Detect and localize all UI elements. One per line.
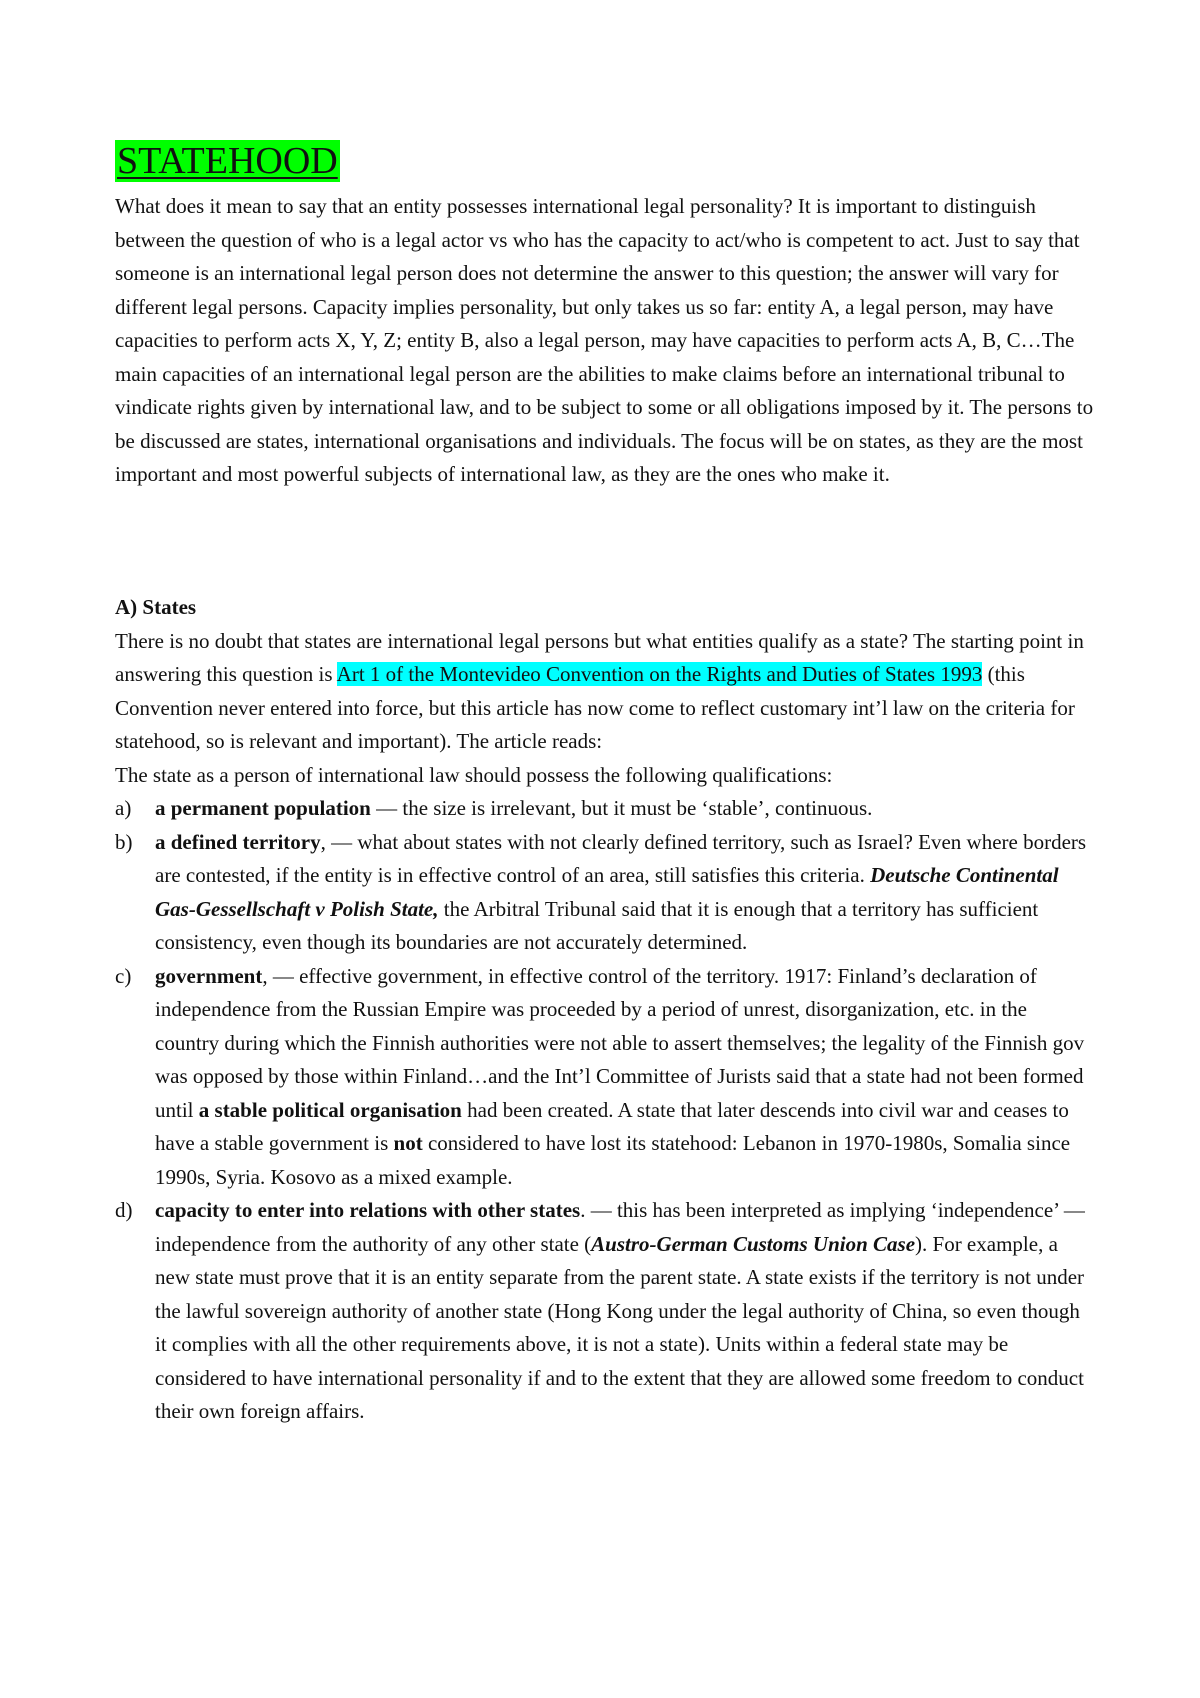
criterion-term: a permanent population: [155, 796, 371, 820]
criterion-text: had been created. A state that later descends into civil war and ceases to have a stable government is: [155, 1097, 1069, 1155]
intro-paragraph: What does it mean to say that an entity possesses international legal personality? It is important to distinguish between the question of who is a legal actor vs who has the capacity to act/who is competent to act. Just to say that someone is an international legal person does not determine the answer to this question; the answer will vary for different legal persons. Capacity implies personality, but only takes us so far: entity A, a legal person, may have capacities to perform acts X, Y, Z; entity B, also a legal person, may have capacities to perform acts A, B, C…The main capacities of an international legal person are the abilities to make claims before an international tribunal to vindicate rights given by international law, and to be subject to some or all obligations imposed by it. The persons to be discussed are states, international organisations and individuals. The focus will be on states, as they are the most important and most powerful subjects of international law, as they are the ones who make it.: [115, 194, 1094, 486]
case-citation: Austro-German Customs Union Case: [591, 1231, 916, 1256]
list-marker: b): [115, 829, 133, 854]
list-item: [115, 960, 1095, 1195]
paragraph-text-before: There is no doubt that states are international legal persons but what entities qualify as a state? The starting point in answering this question is: [115, 628, 1084, 686]
qualifications-lead: The state as a person of international law should possess the following qualifications:: [115, 762, 833, 787]
criterion-term: government: [155, 963, 263, 988]
criterion-term: a defined territory: [155, 829, 321, 854]
title-highlight: STATEHOOD: [117, 140, 338, 182]
criterion-text: considered to have lost its statehood: Lebanon in 1970-1980s, Somalia since 1990s, Syria. Kosovo as a mixed example.: [155, 1131, 1071, 1189]
criterion-text: ). For example, a new state must prove that it is an entity separate from the parent state. A state exists if the territory is not under the lawful sovereign authority of another state (Hong Kong under the legal authority of China, so even though it complies with all the other requirements above, it is not a state). Units within a federal state may be considered to have international personality if and to the extent that they are allowed some freedom to conduct their own foreign affairs.: [155, 1231, 1085, 1423]
list-marker: d): [115, 1198, 133, 1222]
emphasis-text: not: [393, 1131, 423, 1155]
list-item: [115, 826, 1095, 960]
paragraph-text-after: (this Convention never entered into force, but this article has now come to reflect customary int’l law on the criteria for statehood, so is relevant and important). The article reads:: [115, 662, 1075, 753]
case-citation: Deutsche Continental Gas-Gessellschaft v Polish State,: [155, 863, 1059, 921]
section-states: [115, 591, 1095, 1429]
criterion-term: capacity to enter into relations with other states: [155, 1198, 581, 1222]
criterion-text: — the size is irrelevant, but it must be ‘stable’, continuous.: [370, 796, 873, 820]
citation-highlight: Art 1 of the Montevideo Convention on the Rights and Duties of States 1993: [336, 662, 983, 686]
criterion-text: . — this has been interpreted as implying ‘independence’ — independence from the authority of any other state (: [155, 1198, 1085, 1256]
list-marker: a): [115, 796, 132, 820]
emphasis-text: a stable political organisation: [198, 1097, 462, 1122]
page-title: [115, 138, 340, 184]
criterion-text: , — what about states with not clearly defined territory, such as Israel? Even where borders are contested, if the entity is in effective control of an area, still satisfies this criteria.: [155, 829, 1087, 887]
criterion-text: the Arbitral Tribunal said that it is enough that a territory has sufficient consistency, even though its boundaries are not accurately determined.: [155, 896, 1039, 954]
section-paragraph: [115, 625, 1095, 759]
list-marker: c): [115, 963, 132, 988]
list-item: [115, 1194, 1095, 1429]
section-heading: A) States: [115, 595, 197, 619]
list-item: [115, 792, 1095, 826]
criterion-text: , — effective government, in effective control of the territory. 1917: Finland’s declaration of independence from the Russian Empire was proceeded by a period of unrest, disorganization, etc. in the country during which the Finnish authorities were not able to assert themselves; the legality of the Finnish gov was opposed by those within Finland…and the Int’l Committee of Jurists said that a state had not been formed until: [155, 963, 1085, 1122]
qualifications-list: [115, 792, 1095, 1429]
